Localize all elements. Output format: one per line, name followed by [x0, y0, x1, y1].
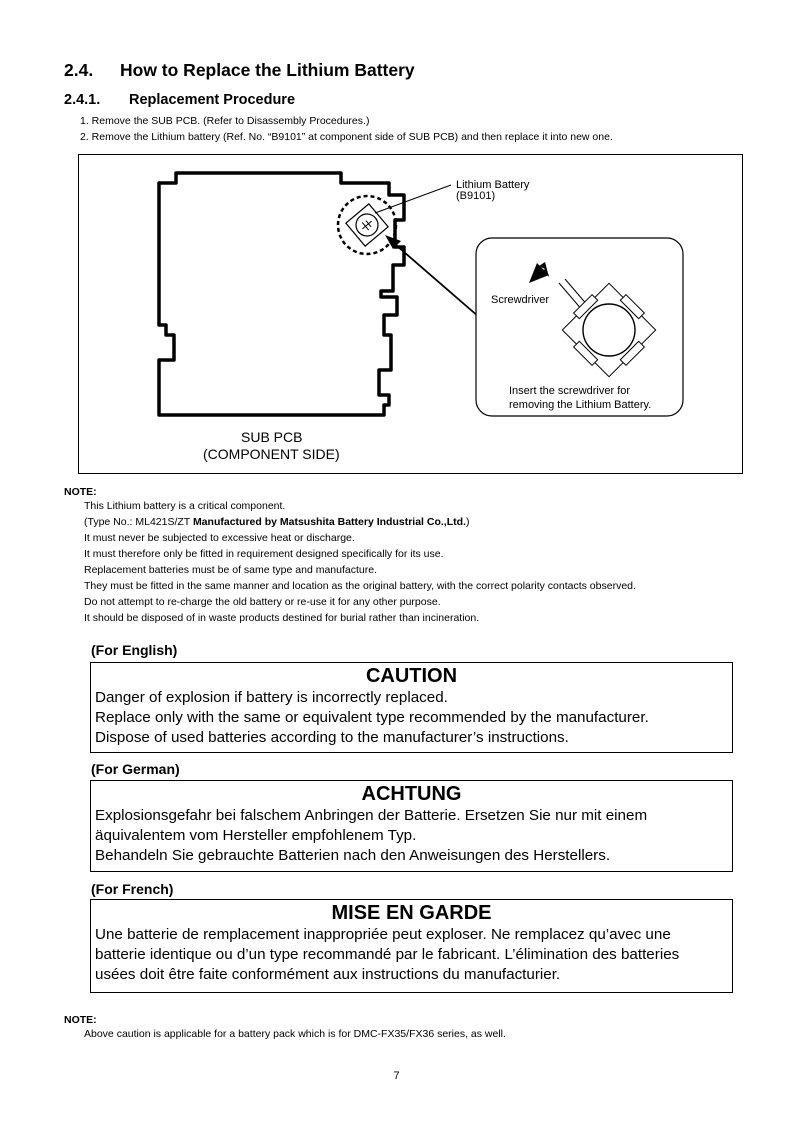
subsection-heading — [64, 92, 295, 108]
caution-line: Une batterie de remplacement inappropriée peut exploser. Ne remplacez qu’avec une — [95, 926, 671, 943]
note-line: It should be disposed of in waste products destined for burial rather than incineration. — [84, 612, 480, 624]
battery-ref-label: (B9101) — [456, 190, 496, 202]
note-line: Replacement batteries must be of same type and manufacture. — [84, 564, 377, 576]
caution-line: batterie identique ou d’un type recommandé par le fabricant. L’élimination des batteries — [95, 946, 680, 963]
instruction-line-1: Insert the screwdriver for — [509, 385, 631, 397]
caution-line: Dispose of used batteries according to the manufacturer’s instructions. — [95, 729, 569, 746]
note-text — [84, 498, 636, 626]
page-number: 7 — [393, 1070, 400, 1082]
step-item: 1. Remove the SUB PCB. (Refer to Disassembly Procedures.) — [80, 115, 370, 127]
subsection-number: 2.4.1. — [64, 92, 101, 108]
battery-cell-circle — [583, 304, 635, 356]
caution-box-german — [90, 780, 733, 872]
caution-title: CAUTION — [365, 665, 458, 687]
note-label: NOTE: — [64, 486, 97, 498]
battery-diagram — [78, 154, 743, 474]
caution-line: Danger of explosion if battery is incorrectly replaced. — [95, 689, 448, 706]
pcb-drawing — [79, 155, 744, 475]
note-line: This Lithium battery is a critical component. — [84, 500, 286, 512]
caution-line: Replace only with the same or equivalent type recommended by the manufacturer. — [95, 709, 649, 726]
caution-line: Explosionsgefahr bei falschem Anbringen der Batterie. Ersetzen Sie nur mit einem — [95, 807, 648, 824]
procedure-steps — [80, 113, 613, 145]
achtung-title: ACHTUNG — [361, 783, 462, 805]
step-item: 2. Remove the Lithium battery (Ref. No. “B9101” at component side of SUB PCB) and then replace it into new one. — [80, 131, 613, 143]
section-title: How to Replace the Lithium Battery — [120, 60, 415, 80]
battery-leader-line — [375, 185, 451, 213]
note-line: They must be fitted in the same manner and location as the original battery, with the correct polarity contacts observed. — [84, 580, 636, 592]
english-label: (For English) — [91, 642, 178, 658]
note2-label: NOTE: — [64, 1014, 97, 1026]
caution-box-french — [90, 899, 733, 993]
battery-label: Lithium Battery — [456, 179, 530, 191]
french-label: (For French) — [91, 881, 174, 897]
pcb-outline — [159, 173, 404, 415]
section-number: 2.4. — [64, 60, 94, 80]
pcb-label-line-1: SUB PCB — [241, 429, 303, 445]
german-label: (For German) — [91, 761, 180, 777]
caution-box-english — [90, 662, 733, 753]
note-line: It must never be subjected to excessive heat or discharge. — [84, 532, 355, 544]
pointer-arrow-line — [389, 239, 479, 317]
section-heading — [64, 60, 415, 81]
caution-line: Behandeln Sie gebrauchte Batterien nach den Anweisungen des Herstellers. — [95, 847, 611, 864]
instruction-line-2: removing the Lithium Battery. — [509, 399, 652, 411]
screwdriver-label: Screwdriver — [491, 294, 550, 306]
pcb-label-line-2: (COMPONENT SIDE) — [203, 446, 340, 462]
note-line: (Type No.: ML421S/ZT Manufactured by Matsushita Battery Industrial Co.,Ltd.) — [84, 516, 470, 528]
caution-line: äquivalentem vom Hersteller empfohlenem Typ. — [95, 827, 417, 844]
note-line: Do not attempt to re-charge the old battery or re-use it for any other purpose. — [84, 596, 441, 608]
mise-en-garde-title: MISE EN GARDE — [331, 902, 492, 924]
note-line: It must therefore only be fitted in requirement designed specifically for its use. — [84, 548, 444, 560]
subsection-title: Replacement Procedure — [129, 92, 296, 108]
caution-line: usées doit être faite conformément aux instructions du manufacturier. — [95, 966, 561, 983]
manufacturer-text: Manufactured by Matsushita Battery Industrial Co.,Ltd. — [192, 516, 466, 528]
note2-text: Above caution is applicable for a battery pack which is for DMC-FX35/FX36 series, as well. — [84, 1028, 506, 1040]
